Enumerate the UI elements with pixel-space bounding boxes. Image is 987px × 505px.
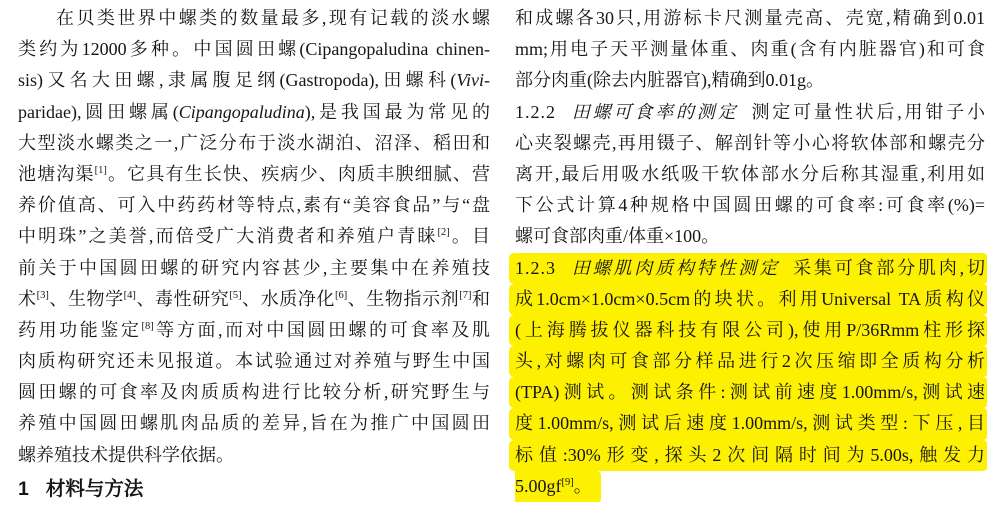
text-line bbox=[18, 346, 490, 377]
highlight-mark bbox=[515, 471, 601, 502]
text-segment: 肉质构研究还未见报道。本试验通过对养殖与野生中国 bbox=[18, 351, 490, 372]
text-segment: 、生物学 bbox=[48, 288, 124, 309]
text-segment: 类约为12000多种。中国圆田螺(Cipangopaludina chinen- bbox=[18, 39, 490, 60]
text-segment: 和成螺各30只,用游标卡尺测量壳高、壳宽,精确到0.01 bbox=[515, 8, 985, 28]
text-line bbox=[515, 221, 985, 252]
text-segment: 养价值高、可入中药药材等特点,素有“美容食品”与“盘 bbox=[18, 195, 490, 216]
text-segment: 等方面,而对中国圆田螺的可食率及肌 bbox=[153, 319, 490, 340]
section-heading bbox=[18, 474, 490, 505]
subsection-number: 1.2.2 bbox=[515, 101, 556, 122]
text-segment: 、毒性研究 bbox=[135, 288, 230, 309]
text-segment: ),是我国最为常见的 bbox=[304, 101, 490, 122]
text-segment: (TPA)测试。测试条件:测试前速度1.00mm/s,测试速 bbox=[515, 382, 985, 403]
subsection-number: 1.2.3 bbox=[515, 257, 556, 278]
citation-superscript: [3] bbox=[36, 289, 49, 301]
text-line bbox=[515, 190, 985, 221]
text-segment: 离开,最后用吸水纸吸干软体部水分后称其湿重,利用如 bbox=[515, 163, 985, 184]
text-segment: paridae),圆田螺属( bbox=[18, 101, 179, 122]
text-segment: 标值:30%形变,探头2次间隔时间为5.00s,触发力 bbox=[515, 444, 985, 465]
text-line bbox=[18, 315, 490, 346]
text-segment: 头,对螺肉可食部分样品进行2次压缩即全质构分析 bbox=[515, 351, 985, 372]
highlighted-text-line bbox=[515, 471, 985, 502]
citation-superscript: [1] bbox=[94, 164, 107, 176]
highlighted-text-line bbox=[509, 440, 987, 471]
text-line bbox=[18, 377, 490, 408]
text-segment: 5.00gf bbox=[515, 475, 562, 496]
text-line bbox=[18, 34, 490, 65]
text-line bbox=[515, 128, 985, 159]
citation-superscript: [4] bbox=[123, 289, 136, 301]
text-segment: 、水质净化 bbox=[241, 288, 335, 309]
subsection-title: 田螺肌肉质构特性测定 bbox=[569, 257, 781, 278]
text-segment: 采集可食部分肌肉,切 bbox=[793, 257, 986, 278]
text-segment: 药用功能鉴定 bbox=[18, 319, 142, 340]
highlighted-text-line bbox=[509, 408, 987, 439]
text-segment: sis)又名大田螺,隶属腹足纲(Gastropoda),田螺科( bbox=[18, 70, 457, 91]
text-segment: 、生物指示剂 bbox=[347, 288, 460, 309]
text-line bbox=[515, 65, 985, 96]
text-segment: 中明珠”之美誉,而倍受广大消费者和养殖户青睐 bbox=[18, 226, 438, 247]
text-segment: 度1.00mm/s,测试后速度1.00mm/s,测试类型:下压,目 bbox=[515, 413, 985, 434]
left-column bbox=[18, 0, 490, 505]
highlighted-text-line bbox=[509, 284, 987, 315]
text-segment: 测定可量性状后,用钳子小 bbox=[751, 101, 985, 122]
text-segment: 前关于中国圆田螺的研究内容甚少,主要集中在养殖技 bbox=[18, 257, 490, 278]
text-line bbox=[18, 253, 490, 284]
text-line bbox=[515, 34, 985, 65]
text-segment: 螺养殖技术提供科学依据。 bbox=[18, 444, 234, 465]
text-segment: 。它具有生长快、疾病少、肉质丰腴细腻、营 bbox=[106, 163, 490, 184]
subsection-title: 田螺可食率的测定 bbox=[569, 101, 739, 122]
citation-superscript: [6] bbox=[334, 289, 348, 301]
text-line bbox=[18, 408, 490, 439]
highlighted-text-line bbox=[509, 377, 987, 408]
text-segment: 池塘沟渠 bbox=[18, 163, 95, 184]
text-line bbox=[18, 128, 490, 159]
text-line bbox=[18, 221, 490, 252]
highlighted-text-line bbox=[509, 315, 987, 346]
highlighted-text-line bbox=[509, 346, 987, 377]
text-segment: (上海腾拔仪器科技有限公司),使用P/36Rmm柱形探 bbox=[515, 319, 985, 340]
text-line bbox=[18, 284, 490, 315]
text-line bbox=[18, 190, 490, 221]
text-segment: mm;用电子天平测量体重、肉重(含有内脏器官)和可食 bbox=[515, 39, 985, 60]
text-segment: 部分肉重(除去内脏器官),精确到0.01g。 bbox=[515, 70, 824, 91]
latin-species-name: Vivi- bbox=[456, 70, 490, 91]
text-segment: 螺可食部肉重/体重×100。 bbox=[515, 226, 720, 247]
text-line bbox=[515, 3, 985, 34]
text-line bbox=[515, 97, 985, 128]
text-segment: 心夹裂螺壳,再用镊子、解剖针等小心将软体部和螺壳分 bbox=[515, 132, 985, 153]
text-segment: 在贝类世界中螺类的数量最多,现有记载的淡水螺 bbox=[56, 8, 490, 28]
heading-number: 1 bbox=[18, 477, 29, 500]
text-segment: 下公式计算4种规格中国圆田螺的可食率:可食率(%)= bbox=[515, 195, 985, 216]
latin-species-name: Cipangopaludina bbox=[178, 101, 305, 122]
citation-superscript: [8] bbox=[141, 320, 154, 332]
text-segment: 材料与方法 bbox=[45, 477, 144, 500]
text-line bbox=[18, 3, 490, 34]
citation-superscript: [2] bbox=[437, 227, 450, 239]
text-line bbox=[515, 159, 985, 190]
citation-superscript: [7] bbox=[459, 289, 472, 301]
text-segment: 。 bbox=[573, 475, 592, 496]
text-line bbox=[18, 97, 490, 128]
right-column bbox=[515, 0, 985, 502]
text-line bbox=[18, 440, 490, 471]
text-segment: 成1.0cm×1.0cm×0.5cm的块状。利用Universal TA质构仪 bbox=[515, 288, 985, 309]
highlighted-text-line bbox=[509, 253, 987, 284]
text-segment: 术 bbox=[18, 288, 37, 309]
text-segment: 圆田螺的可食率及肉质质构进行比较分析,研究野生与 bbox=[18, 382, 490, 403]
text-line bbox=[18, 65, 490, 96]
text-segment: 养殖中国圆田螺肌肉品质的差异,旨在为推广中国圆田 bbox=[18, 413, 490, 434]
citation-superscript: [5] bbox=[229, 289, 242, 301]
text-segment: 和 bbox=[471, 288, 490, 309]
citation-superscript: [9] bbox=[561, 476, 574, 488]
text-segment: 。目 bbox=[449, 226, 490, 247]
text-line bbox=[18, 159, 490, 190]
text-segment: 大型淡水螺类之一,广泛分布于淡水湖泊、沼泽、稻田和 bbox=[18, 132, 490, 153]
